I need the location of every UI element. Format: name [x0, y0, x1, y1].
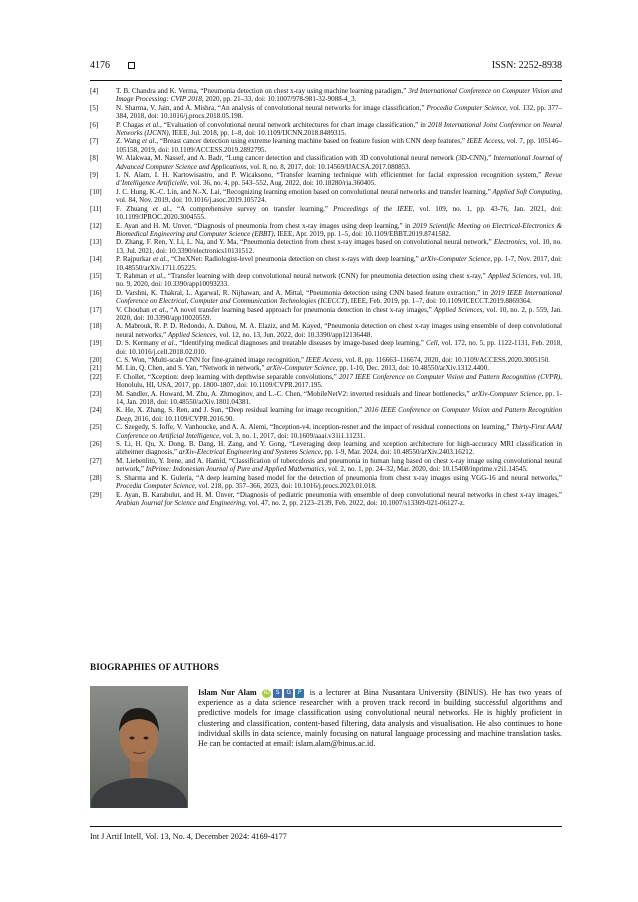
reference-venue: Procedia Computer Science — [116, 482, 195, 491]
reference-number: [17] — [90, 305, 102, 314]
reference-item — [90, 356, 562, 364]
reference-item — [90, 373, 562, 390]
reference-text — [116, 339, 562, 356]
reference-segment: S. Sharma and K. Guleria, “A deep learning based model for the detection of pneumonia from chest x-ray images using VGG-16 and neural networks,” — [116, 473, 562, 482]
reference-venue: Thirty-First AAAI Conference on Artificial Intelligence — [116, 423, 562, 440]
reference-text — [116, 491, 562, 508]
author-portrait-image — [90, 686, 188, 808]
reference-segment: , vol. 3, no. 1, 2017, doi: 10.1609/aaai.v31i1.11231. — [219, 431, 366, 440]
reference-number: [20] — [90, 356, 102, 364]
reference-text — [116, 322, 562, 339]
reference-segment: , vol. 109, no. 1, pp. 43-76, Jan. 2021, doi: 10.1109/JPROC.2020.3004555. — [116, 204, 562, 222]
scopus-icon[interactable]: S — [273, 689, 282, 698]
reference-number: [27] — [90, 456, 102, 465]
reference-segment: F. Chollet, “Xception: deep learning with depthwise separable convolutions,” — [116, 372, 339, 381]
reference-segment: D. Zhang, F. Ren, Y. Li, L. Na, and Y. Ma, “Pneumonia detection from chest x-ray images based on convolutional neural network,” — [116, 238, 494, 247]
reference-number: [11] — [90, 204, 102, 213]
reference-venue: et al. — [149, 271, 164, 280]
reference-segment: , “CheXNet: Radiologist-level pneumonia detection on chest x-rays with deep learning,” — [167, 255, 421, 264]
reference-segment: , 2016, doi: 10.1109/CVPR.2016.90. — [130, 414, 235, 423]
reference-segment: , vol. 132, pp. 377–384, 2018, doi: 10.1016/j.procs.2018.05.198. — [116, 103, 563, 121]
reference-venue: 2017 IEEE Conference on Computer Vision and Pattern Recognition (CVPR) — [338, 372, 561, 381]
reference-number: [23] — [90, 389, 102, 398]
reference-segment: I. N. Alam, I. H. Kartowisastro, and P. Wicaksono, “Transfer learning technique with efficientnet for facial expression recognition system,” — [116, 171, 545, 180]
reference-text — [116, 423, 562, 440]
reference-venue: Applied Sciences — [433, 305, 483, 314]
orcid-icon[interactable]: iD — [263, 689, 270, 697]
reference-number: [21] — [90, 364, 102, 373]
reference-venue: Cell — [425, 339, 438, 348]
reference-text — [116, 440, 562, 457]
reference-item — [90, 104, 562, 121]
reference-text — [116, 356, 562, 364]
reference-text — [116, 104, 562, 121]
reference-venue: 3rd International Conference on Computer Vision and Image Processing: CVIP 2018 — [116, 87, 562, 104]
reference-segment: , vol. 2, no. 1, pp. 24–32, Mar. 2020, doi: 10.15408/inprime.v2i1.14545. — [324, 465, 528, 474]
reference-venue: 2019 IEEE International Conference on Electrical, Computer and Communication Technologies (ICECCT) — [116, 288, 562, 306]
footer-rule — [90, 826, 562, 827]
reference-item — [90, 423, 562, 440]
reference-number: [28] — [90, 473, 102, 482]
reference-item — [90, 440, 562, 457]
reference-item — [90, 289, 562, 306]
reference-number: [15] — [90, 271, 102, 280]
reference-segment: , pp. 1-9, Mar. 2024, doi: 10.48550/arXiv.2403.16212. — [320, 448, 475, 457]
reference-text — [116, 272, 562, 289]
reference-segment: J. C. Hung, K.-C. Lin, and N.-X. Lai, “Recognizing learning emotion based on convolutional neural networks and transfer learning,” — [116, 187, 493, 196]
author-name: Islam Nur Alam — [198, 688, 257, 697]
reference-number: [26] — [90, 440, 102, 449]
reference-number: [18] — [90, 322, 102, 331]
reference-venue: 2019 Scientific Meeting on Electrical-Electronics & Biomedical Engineering and Computer Science (EBBT) — [116, 221, 563, 238]
reference-segment: , Honolulu, HI, USA, 2017, pp. 1800-1807, doi: 10.1109/CVPR.2017.195. — [116, 372, 562, 390]
reference-item — [90, 205, 562, 222]
reference-item — [90, 238, 562, 255]
reference-number: [9] — [90, 171, 99, 180]
reference-number: [25] — [90, 423, 102, 432]
reference-text — [116, 222, 562, 239]
reference-segment: E. Ayan and H. M. Unver, “Diagnosis of pneumonia from chest x-ray images using deep learning,” in — [116, 221, 413, 230]
reference-text — [116, 406, 562, 423]
reference-segment: , pp. 1-14, Jan. 2018, doi: 10.48550/arXiv.1801.04381. — [116, 389, 562, 407]
reference-segment: , 2020, pp. 21–33, doi: 10.1007/978-981-32-9088-4_3. — [201, 95, 357, 104]
reference-segment: , vol. 218, pp. 357–366, 2023, doi: 10.1016/j.procs.2023.01.018. — [194, 482, 377, 491]
reference-segment: , IEEE, Feb. 2019, pp. 1–7, doi: 10.1109/ICECCT.2019.8869364. — [347, 297, 532, 306]
reference-item — [90, 390, 562, 407]
reference-segment: , “Evaluation of convolutional neural network architectures for chart image classification,” in — [159, 120, 428, 129]
reference-segment: , vol. 8, no. 8, 2017, doi: 10.14569/IJACSA.2017.080853. — [246, 162, 411, 171]
reference-segment: , vol. 172, no. 5, pp. 1122-1131, Feb. 2018, doi: 10.1016/j.cell.2018.02.010. — [116, 339, 562, 356]
reference-segment: , vol. 12, no. 13, Jun. 2022, doi: 10.3390/app12136448. — [215, 330, 373, 339]
reference-segment: D. S. Kermany — [116, 339, 161, 348]
reference-item — [90, 171, 562, 188]
reference-number: [13] — [90, 238, 102, 247]
reference-venue: et al. — [151, 305, 167, 314]
reference-venue: et al. — [142, 137, 157, 146]
reference-venue: Applied Sciences — [487, 271, 537, 280]
page-header — [90, 60, 562, 71]
reference-venue: InPrime: Indonesian Journal of Pure and Applied Mathematics — [145, 465, 325, 474]
reference-segment: , “Breast cancer detection using extreme learning machine based on feature fusion with CNN deep features,” — [156, 137, 467, 146]
reference-number: [12] — [90, 221, 102, 230]
reference-text — [116, 238, 562, 255]
reference-text — [116, 289, 562, 306]
reference-segment: , “A comprehensive survey on transfer learning,” — [170, 204, 334, 213]
reference-segment: , IEEE, Jul. 2018, pp. 1–8, doi: 10.1109/IJCNN.2018.8489315. — [168, 129, 347, 138]
reference-segment: P. Rajpurkar — [116, 255, 153, 264]
reference-segment: T. B. Chandra and K. Verma, “Pneumonia detection on chest x-ray using machine learning paradigm,” — [116, 87, 409, 95]
reference-segment: A. Mabrouk, R. P. D. Redondo, A. Dahou, M. A. Elaziz, and M. Kayed, “Pneumonia detection on chest x-ray images using ensemble of deep convolutional neural networks,” — [116, 322, 562, 339]
reference-segment: , vol. 47, no. 2, pp. 2123–2139, Feb. 2022, doi: 10.1007/s13369-021-06127-z. — [244, 498, 465, 507]
reference-text — [116, 306, 562, 323]
reference-segment: , vol. 10, no. 13, Jul. 2021, doi: 10.3390/electronics10131512. — [116, 238, 562, 255]
reference-venue: IEEE Access — [466, 137, 504, 146]
reference-segment: C. S. Won, “Multi-scale CNN for fine-grained image recognition,” — [116, 356, 306, 364]
reference-venue: 2018 International Joint Conference on Neural Networks (IJCNN) — [116, 120, 562, 138]
reference-text — [116, 364, 562, 372]
reference-number: [14] — [90, 255, 102, 264]
author-photo — [90, 686, 188, 808]
reference-number: [5] — [90, 103, 99, 112]
reference-number: [7] — [90, 137, 99, 146]
reference-number: [16] — [90, 288, 102, 297]
reference-segment: D. Varshni, K. Thakral, L. Agarwal, R. Nijhawan, and A. Mittal, “Pneumonia detection using CNN based feature extraction,” in — [116, 288, 491, 297]
reference-item — [90, 306, 562, 323]
reference-segment: , vol. 7, pp. 105146–105158, 2019, doi: 10.1109/ACCESS.2019.2892795. — [116, 137, 562, 154]
reference-number: [29] — [90, 490, 102, 499]
reference-segment: C. Szegedy, S. Ioffe, V. Vanhoucke, and A. A. Alemi, “Inception-v4, inception-resnet and the impact of residual connections on learning,” — [116, 423, 512, 432]
reference-item — [90, 87, 562, 104]
reference-number: [24] — [90, 406, 102, 415]
reference-item — [90, 154, 562, 171]
square-icon — [128, 62, 135, 69]
reference-text — [116, 171, 562, 188]
reference-segment: , “Transfer learning with deep convolutional neural network (CNN) for pneumonia detection using chest x-ray,” — [163, 271, 488, 280]
header-rule — [90, 80, 562, 81]
reference-segment: , “A novel transfer learning based approach for pneumonia detection in chest x-ray images,” — [166, 305, 434, 314]
reference-item — [90, 222, 562, 239]
reference-segment: N. Sharma, V. Jain, and A. Mishra, “An analysis of convolutional neural networks for image classification,” — [116, 103, 427, 112]
reference-item — [90, 272, 562, 289]
reference-segment: S. Li, H. Qu, X. Dong, B. Dang, H. Zang, and Y. Gong, “Leveraging deep learning and xception architecture for high-accuracy MRI classification in alzheimer diagnosis,” — [116, 440, 562, 457]
reference-segment: , vol. 36, no. 4, pp. 543–552, Aug. 2022, doi: 10.18280/ria.360405. — [186, 179, 376, 188]
reference-item — [90, 121, 562, 138]
reference-venue: et al. — [160, 339, 176, 348]
reference-text — [116, 474, 562, 491]
reference-venue: IEEE Access — [305, 356, 342, 364]
reference-text — [116, 373, 562, 390]
reference-number: [8] — [90, 154, 99, 163]
header-left — [90, 60, 135, 71]
reference-segment: , IEEE, Apr. 2019, pp. 1–5, doi: 10.1109/EBBT.2019.8741582. — [273, 229, 451, 238]
reference-number: [10] — [90, 187, 102, 196]
reference-segment: F. Zhuang — [116, 204, 153, 213]
page-footer: Int J Artif Intell, Vol. 13, No. 4, December 2024: 4169-4177 — [90, 832, 287, 841]
reference-segment: , vol. 84, Nov. 2019, doi: 10.1016/j.asoc.2019.105724. — [116, 187, 562, 205]
reference-venue: Applied Sciences — [167, 330, 216, 339]
reference-segment: K. He, X. Zhang, S. Ren, and J. Sun, “Deep residual learning for image recognition,” — [116, 406, 365, 415]
reference-item — [90, 406, 562, 423]
reference-segment: , vol. 10, no. 2, p. 559, Jan. 2020, doi: 10.3390/app10020559. — [116, 305, 562, 322]
reference-segment: M. Lin, Q. Chen, and S. Yan, “Network in network,” — [116, 364, 267, 373]
reference-venue: arXiv-Computer Science — [471, 389, 542, 398]
reference-venue: 2016 IEEE Conference on Computer Vision and Pattern Recognition Deep — [116, 406, 562, 423]
publons-icon[interactable]: P — [295, 689, 304, 698]
reference-segment: M. Sandler, A. Howard, M. Zhu, A. Zhmoginov, and L.-C. Chen, “MobileNetV2: inverted residuals and linear bottlenecks,” — [116, 389, 472, 398]
reference-number: [6] — [90, 120, 99, 129]
reference-venue: arXiv-Computer Science — [420, 255, 491, 264]
reference-venue: Revue d’Intelligence Artificielle — [116, 171, 562, 188]
reference-segment: E. Ayan, B. Karabulut, and H. M. Ünver, “Diagnosis of pediatric pneumonia with ensemble of deep convolutional neural networks in chest x-ray images,” — [116, 490, 562, 499]
reference-segment: , “Identifying medical diagnoses and treatable diseases by image-based deep learning,” — [175, 339, 426, 348]
reference-venue: Electronics — [493, 238, 526, 247]
reference-segment: T. Rahman — [116, 271, 150, 280]
reference-text — [116, 390, 562, 407]
reference-item — [90, 491, 562, 508]
reference-item — [90, 188, 562, 205]
reference-text — [116, 205, 562, 222]
author-bio-text: is a lecturer at Bina Nusantara University (BINUS). He has two years of experience as a data science researcher with a proven track record in building successful algorithms and predictive models for image classification using convolutional neural networks. He is highly proficient in clustering and classification, content-based filtering, data analysis and visualisation. He also continues to hone individual skills in data science, mainly focusing on natural language processing and machine translation tasks. He can be contacted at email: islam.alam@binus.ac.id. — [198, 688, 562, 749]
biographies-heading: BIOGRAPHIES OF AUTHORS — [90, 662, 219, 672]
reference-number: [4] — [90, 87, 99, 95]
reference-venue: et al. — [152, 204, 171, 213]
reference-number: [22] — [90, 372, 102, 381]
reference-number: [19] — [90, 339, 102, 348]
reference-segment: , vol. 10, no. 9, 2020, doi: 10.3390/app10093233. — [116, 271, 562, 289]
reference-text — [116, 457, 562, 474]
author-profile-badges — [262, 689, 304, 698]
reference-segment: P. Chagas — [116, 120, 146, 129]
reference-text — [116, 154, 562, 171]
reference-segment: , pp. 1-7, Nov. 2017, doi: 10.48550/arXiv.1711.05225. — [116, 255, 563, 272]
reference-venue: Applied Soft Computing — [492, 187, 561, 196]
reference-item — [90, 474, 562, 491]
reference-venue: et al. — [145, 120, 160, 129]
reference-venue: et al. — [152, 255, 168, 264]
reference-list — [90, 87, 562, 507]
scholar-icon[interactable]: G — [284, 689, 293, 698]
reference-venue: Procedia Computer Science — [426, 103, 506, 112]
reference-segment: Z. Wang — [116, 137, 143, 146]
reference-text — [116, 121, 562, 138]
reference-text — [116, 255, 562, 272]
reference-item — [90, 457, 562, 474]
reference-item — [90, 364, 562, 372]
reference-segment: V. Chouhan — [116, 305, 152, 314]
reference-segment: M. Liebenlito, Y. Irene, and A. Hamid, “Classification of tuberculosis and pneumonia in human lung based on chest x-ray image using convolutional neural network,” — [116, 456, 562, 474]
reference-item — [90, 322, 562, 339]
reference-item — [90, 255, 562, 272]
reference-venue: International Journal of Advanced Computer Science and Applications — [116, 154, 562, 171]
author-bio — [198, 688, 562, 749]
reference-text — [116, 137, 562, 154]
reference-venue: arXiv-Computer Science — [266, 364, 336, 373]
reference-venue: Proceedings of the IEEE — [333, 204, 413, 213]
reference-venue: Arabian Journal for Science and Engineering — [116, 498, 245, 507]
reference-item — [90, 339, 562, 356]
reference-segment: , vol. 8, pp. 116663–116674, 2020, doi: 10.1109/ACCESS.2020.3005150. — [341, 356, 550, 364]
reference-text — [116, 188, 562, 205]
issn: ISSN: 2252-8938 — [491, 60, 562, 71]
reference-item — [90, 137, 562, 154]
reference-segment: , pp. 1-10, Dec. 2013, doi: 10.48550/arXiv.1312.4400. — [335, 364, 489, 373]
reference-text — [116, 87, 562, 104]
reference-segment: W. Alakwaa, M. Nassef, and A. Badr, “Lung cancer detection and classification with 3D convolutional neural network (3D-CNN),” — [116, 154, 494, 163]
page-number: 4176 — [90, 60, 110, 71]
reference-venue: arXiv-Electrical Engineering and Systems Science — [178, 448, 321, 457]
